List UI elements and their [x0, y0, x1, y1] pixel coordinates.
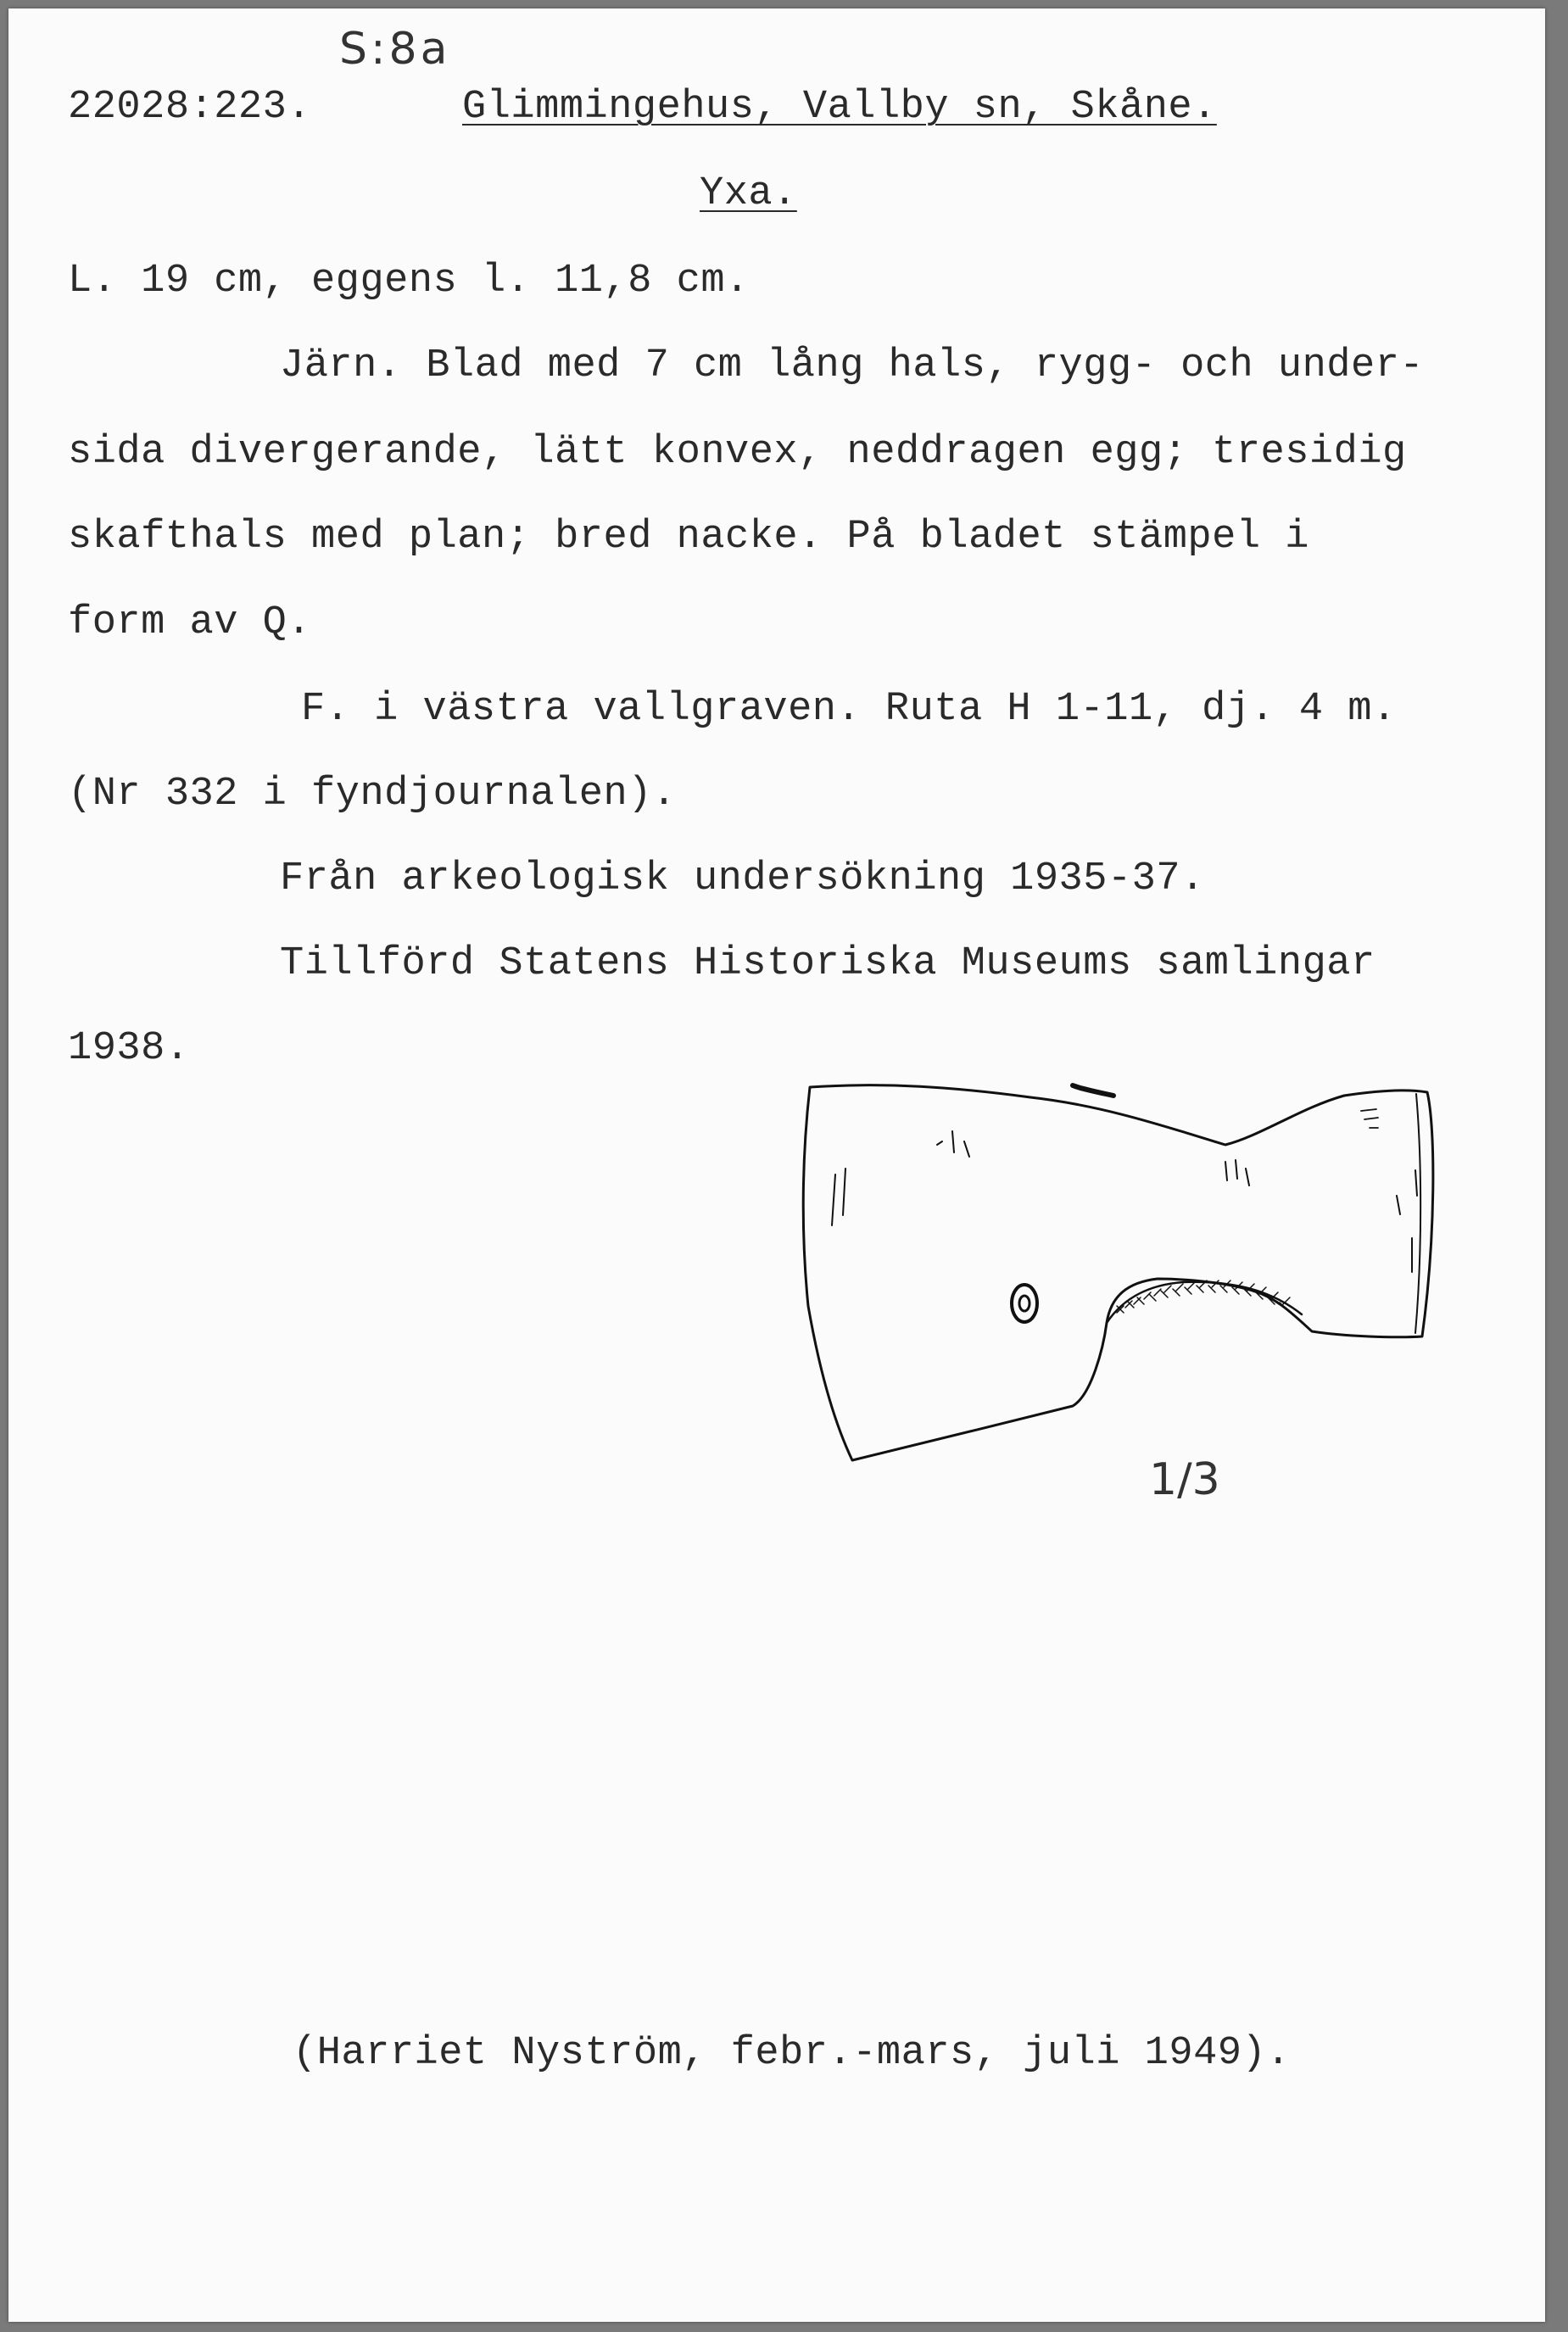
transfer-line: Tillförd Statens Historiska Museums samlingar	[280, 941, 1375, 986]
description-line: skafthals med plan; bred nacke. På bladet stämpel i	[68, 515, 1309, 560]
scale-label: 1/3	[1149, 1454, 1220, 1505]
description-line: form av Q.	[68, 600, 312, 645]
author-line: (Harriet Nyström, febr.-mars, juli 1949).	[293, 2031, 1291, 2076]
object-name: Yxa.	[700, 171, 797, 216]
catalog-number: 22028:223.	[68, 85, 312, 130]
find-context-line: F. i västra vallgraven. Ruta H 1-11, dj. 4 m.	[301, 687, 1397, 732]
excavation-line: Från arkeologisk undersökning 1935-37.	[280, 856, 1205, 901]
description-line: sida divergerande, lätt konvex, neddragen egg; tresidig	[68, 430, 1407, 475]
axe-drawing	[784, 1068, 1471, 1476]
dimensions: L. 19 cm, eggens l. 11,8 cm.	[68, 259, 750, 304]
handwritten-reference: S:8a	[339, 24, 451, 75]
description-line: Järn. Blad med 7 cm lång hals, rygg- och under-	[280, 343, 1425, 388]
transfer-line: 1938.	[68, 1026, 190, 1071]
site-heading: Glimmingehus, Vallby sn, Skåne.	[462, 85, 1217, 130]
catalog-card	[8, 8, 1545, 2322]
find-context-line: (Nr 332 i fyndjournalen).	[68, 772, 677, 817]
